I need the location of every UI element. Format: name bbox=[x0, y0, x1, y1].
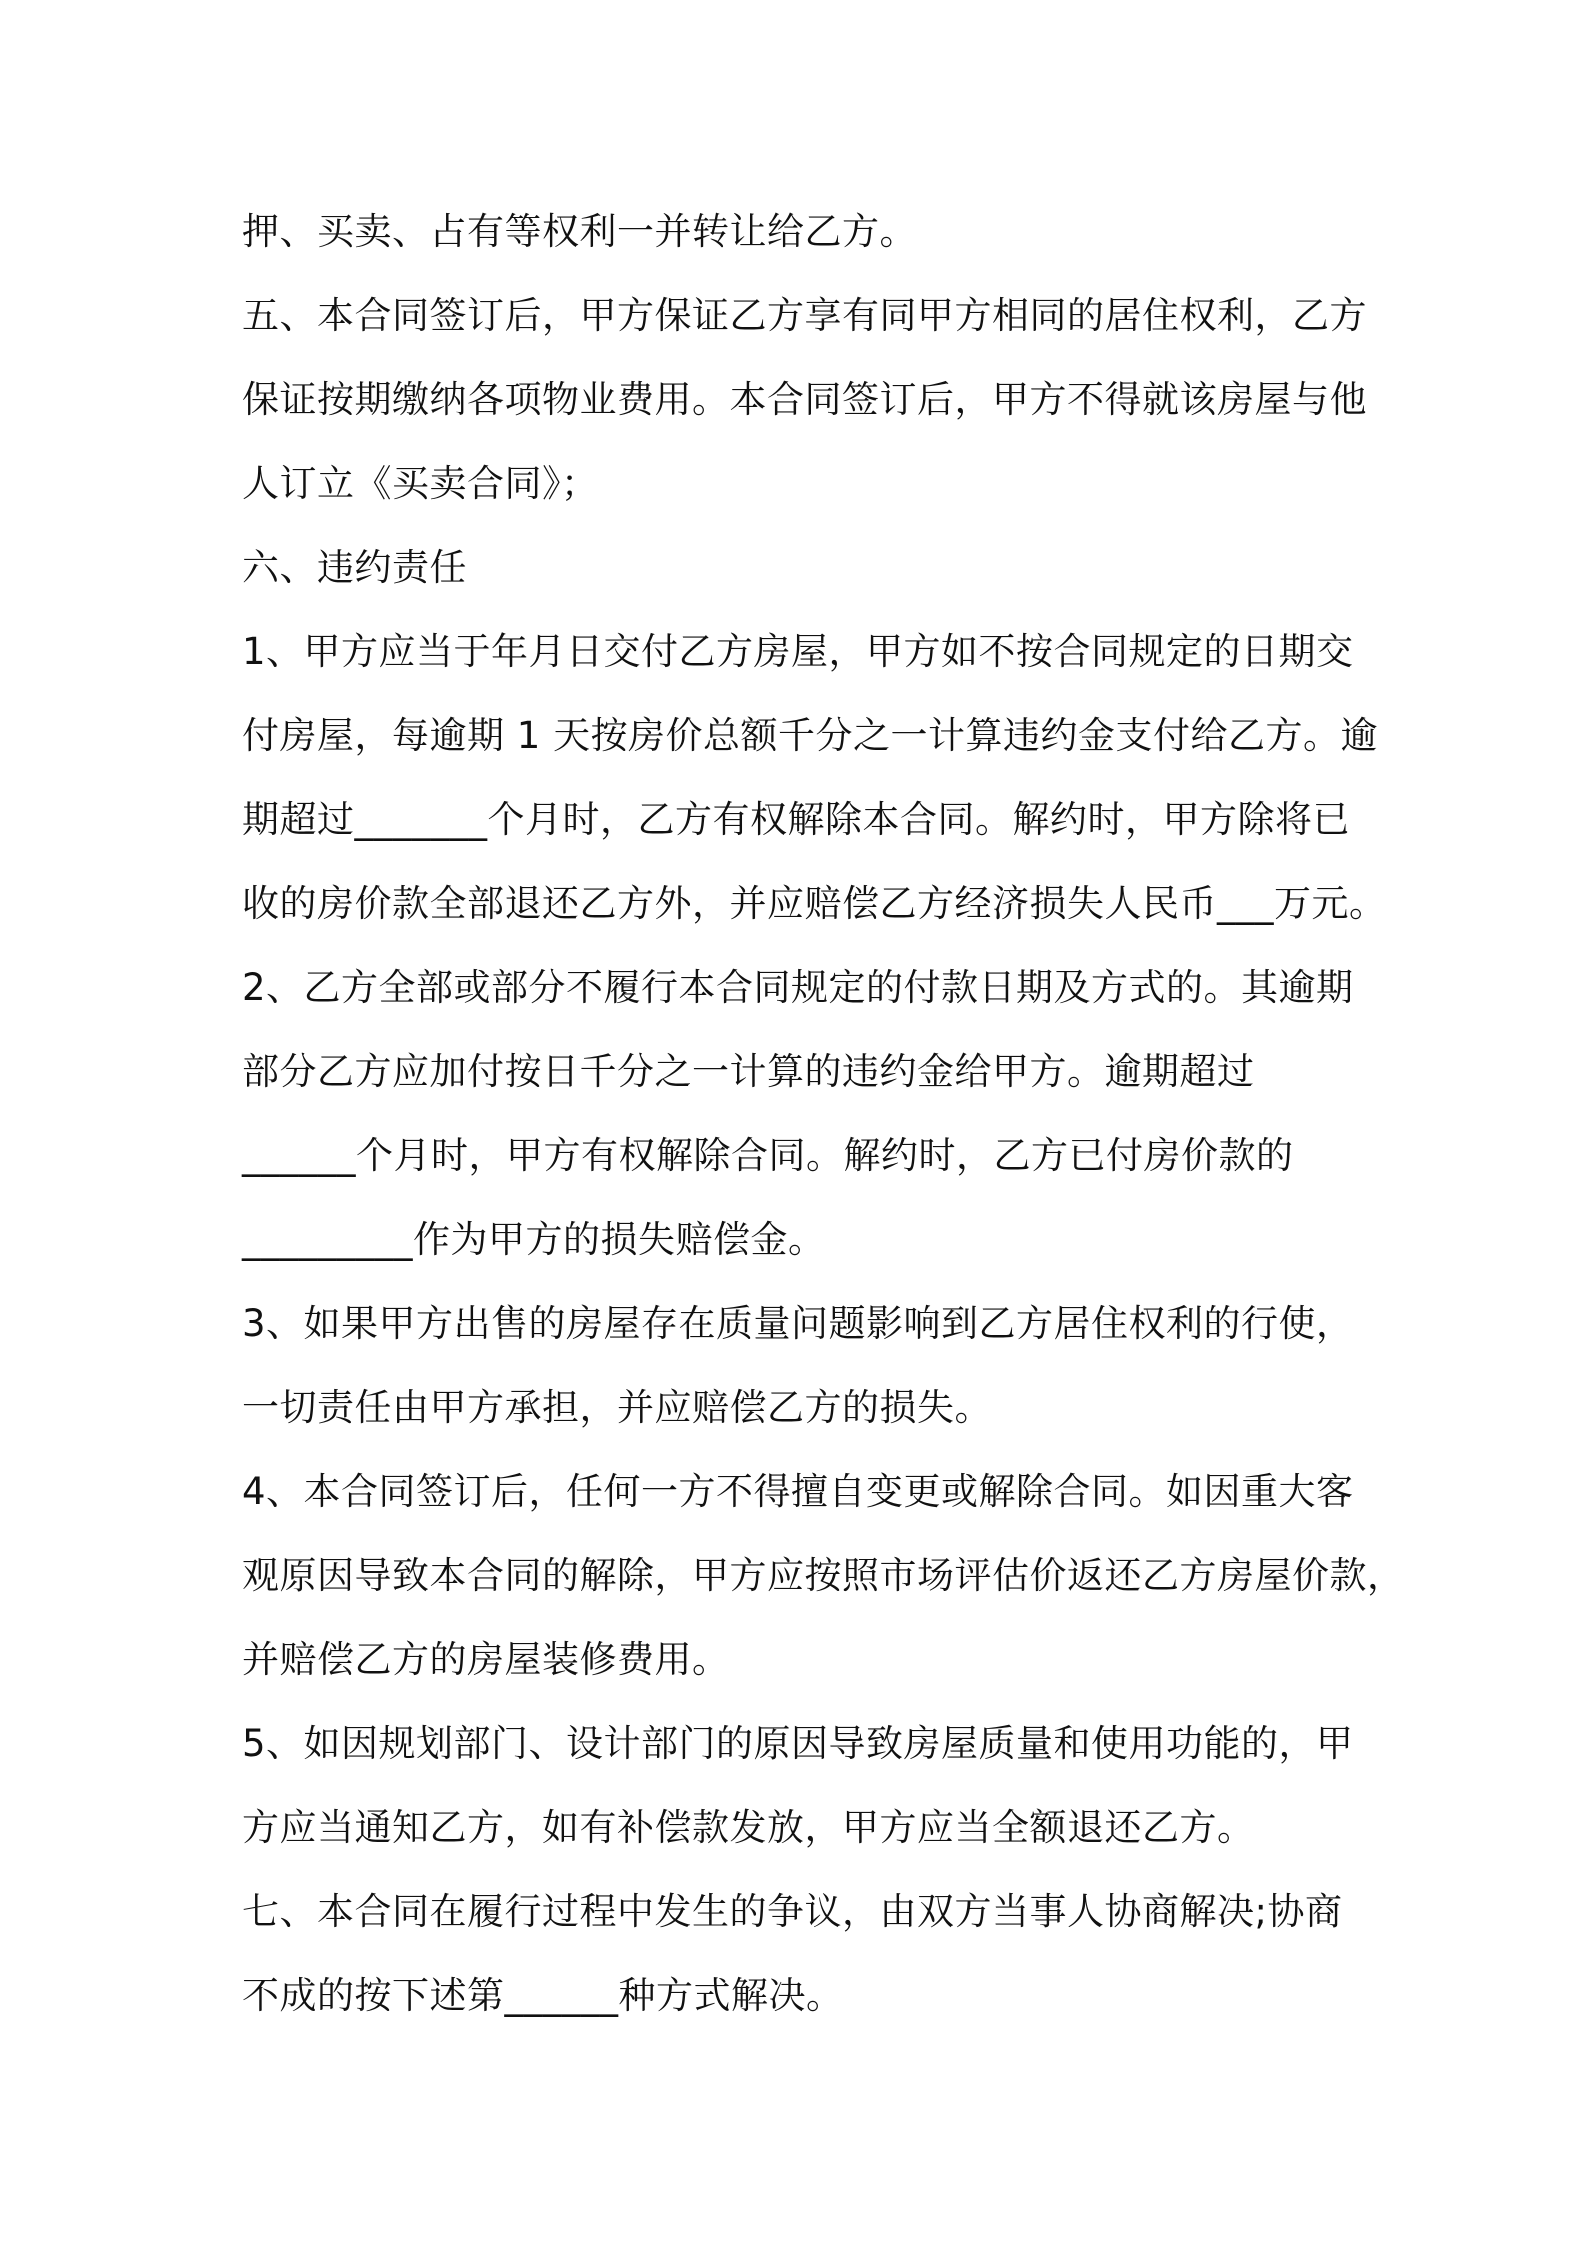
text-line-21: 七、本合同在履行过程中发生的争议，由双方当事人协商解决;协商 bbox=[242, 1890, 1343, 1933]
text-line-2: 五、本合同签订后，甲方保证乙方享有同甲方相同的居住权利，乙方 bbox=[242, 294, 1367, 337]
text-line-11: 部分乙方应加付按日千分之一计算的违约金给甲方。逾期超过 bbox=[242, 1050, 1255, 1093]
text-line-13: _________作为甲方的损失赔偿金。 bbox=[242, 1218, 826, 1261]
text-line-14: 3、如果甲方出售的房屋存在质量问题影响到乙方居住权利的行使， bbox=[242, 1302, 1354, 1345]
text-line-3: 保证按期缴纳各项物业费用。本合同签订后，甲方不得就该房屋与他 bbox=[242, 378, 1367, 421]
text-line-12: ______个月时，甲方有权解除合同。解约时，乙方已付房价款的 bbox=[242, 1134, 1294, 1177]
text-line-4: 人订立《买卖合同》； bbox=[242, 462, 599, 505]
section-heading-breach-liability: 六、违约责任 bbox=[242, 546, 467, 589]
text-line-19: 5、如因规划部门、设计部门的原因导致房屋质量和使用功能的，甲 bbox=[242, 1722, 1354, 1765]
text-line-7: 付房屋，每逾期 1 天按房价总额千分之一计算违约金支付给乙方。逾 bbox=[242, 714, 1379, 757]
text-line-8: 期超过_______个月时，乙方有权解除本合同。解约时，甲方除将已 bbox=[242, 798, 1350, 841]
text-line-15: 一切责任由甲方承担，并应赔偿乙方的损失。 bbox=[242, 1386, 992, 1429]
text-line-9: 收的房价款全部退还乙方外，并应赔偿乙方经济损失人民币___万元。 bbox=[242, 882, 1387, 925]
text-line-16: 4、本合同签订后，任何一方不得擅自变更或解除合同。如因重大客 bbox=[242, 1470, 1354, 1513]
text-line-17: 观原因导致本合同的解除，甲方应按照市场评估价返还乙方房屋价款， bbox=[242, 1554, 1405, 1597]
text-line-10: 2、乙方全部或部分不履行本合同规定的付款日期及方式的。其逾期 bbox=[242, 966, 1354, 1009]
text-line-1: 押、买卖、占有等权利一并转让给乙方。 bbox=[242, 210, 917, 253]
contract-body-text bbox=[242, 190, 1405, 2038]
text-line-22: 不成的按下述第______种方式解决。 bbox=[242, 1974, 844, 2017]
text-line-20: 方应当通知乙方，如有补偿款发放，甲方应当全额退还乙方。 bbox=[242, 1806, 1255, 1849]
text-line-6: 1、甲方应当于年月日交付乙方房屋，甲方如不按合同规定的日期交 bbox=[242, 630, 1354, 673]
text-line-18: 并赔偿乙方的房屋装修费用。 bbox=[242, 1638, 730, 1681]
